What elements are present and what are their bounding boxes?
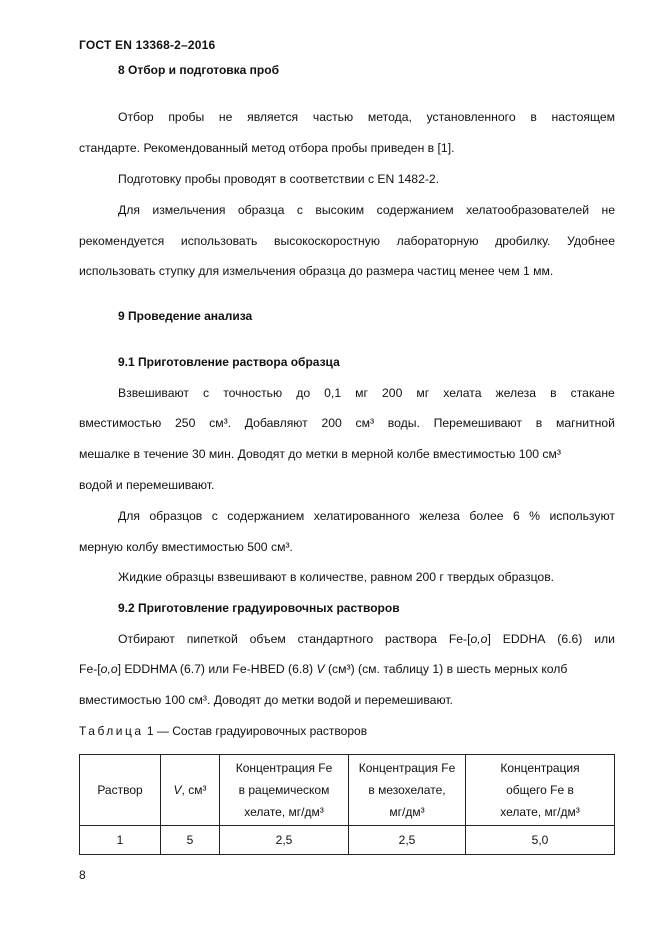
s92-p1-line3: вместимостью 100 см³. Доводят до метки водой и перемешивают. — [79, 693, 453, 707]
header-total: Концентрация общего Fe в хелате, мг/дм³ — [466, 755, 615, 826]
page-number: 8 — [79, 868, 86, 882]
word: Отбирают — [118, 632, 175, 646]
section-9-2-title: 9.2 Приготовление градуировочных растворов — [118, 601, 400, 615]
word: образца — [237, 203, 285, 217]
word: Добавляют — [244, 416, 308, 430]
word: рекомендуется — [79, 234, 165, 248]
header-racemic: Концентрация Fe в рацемическом хелате, мг/дм³ — [220, 755, 349, 826]
section-9-title: 9 Проведение анализа — [118, 309, 253, 323]
word: см³. — [209, 416, 232, 430]
word: железа — [419, 509, 460, 523]
s8-p3-line1 — [118, 203, 615, 217]
word: 250 — [175, 416, 196, 430]
word: использовать — [180, 234, 258, 248]
word: метода, — [367, 110, 412, 124]
s92-p1-line2: Fe-[o,o] EDDHMA (6.7) или Fe-HBED (6.8) V (см³) (см. таблицу 1) в шесть мерных колб — [79, 662, 568, 676]
section-8-title: 8 Отбор и подготовка проб — [118, 63, 280, 77]
word: не — [218, 110, 233, 124]
s8-p3-line2 — [79, 234, 615, 248]
cell-total: 5,0 — [466, 826, 615, 855]
header-solution: Раствор — [80, 755, 161, 826]
word: используют — [549, 509, 615, 523]
table-header-row — [80, 755, 615, 826]
header-volume: V, см³ — [161, 755, 220, 826]
s91-p2-line1 — [118, 509, 615, 523]
word: с — [211, 509, 218, 523]
word: с — [296, 203, 303, 217]
s91-p1-line1 — [118, 386, 615, 400]
word: EDDHA — [502, 632, 546, 646]
word: (6.6) — [557, 632, 583, 646]
word: более — [469, 509, 504, 523]
word: Для — [118, 509, 140, 523]
s8-p1-line2: стандарте. Рекомендованный метод отбора пробы приведен в [1]. — [79, 141, 455, 155]
word: настоящем — [551, 110, 615, 124]
word: до — [296, 386, 311, 400]
s91-p3: Жидкие образцы взвешивают в количестве, равном 200 г твердых образцов. — [118, 570, 555, 584]
word: не — [601, 203, 615, 217]
word: в — [535, 416, 543, 430]
word: пипеткой — [186, 632, 238, 646]
cell-volume: 5 — [161, 826, 220, 855]
word: 0,1 — [324, 386, 342, 400]
word: магнитной — [555, 416, 615, 430]
document-header: ГОСТ EN 13368-2–2016 — [79, 38, 216, 52]
word: вместимостью — [79, 416, 162, 430]
word: мг — [355, 386, 368, 400]
word: высоким — [315, 203, 365, 217]
s91-p1-line4: водой и перемешивают. — [79, 478, 215, 492]
word: лабораторную — [396, 234, 479, 248]
word: Удобнее — [567, 234, 615, 248]
s8-p2: Подготовку пробы проводят в соответствии с EN 1482-2. — [118, 172, 440, 186]
word: Взвешивают — [118, 386, 189, 400]
table-caption: Таблица 1 — Состав градуировочных растворов — [79, 724, 368, 738]
s92-p1-line1 — [118, 632, 615, 646]
word: точностью — [223, 386, 283, 400]
word: высокоскоростную — [273, 234, 381, 248]
word: содержанием — [376, 203, 454, 217]
word: является — [247, 110, 299, 124]
word: установленного — [426, 110, 516, 124]
word: 6 — [512, 509, 520, 523]
s8-p3-line3: использовать ступку для измельчения образца до размера частиц менее чем 1 мм. — [79, 264, 554, 278]
word: Перемешивают — [433, 416, 523, 430]
cell-racemic: 2,5 — [220, 826, 349, 855]
word: в — [530, 110, 537, 124]
word: мг — [416, 386, 430, 400]
word: пробы — [168, 110, 205, 124]
word: 200 — [321, 416, 342, 430]
header-meso: Концентрация Fe в мезохелате, мг/дм³ — [349, 755, 466, 826]
cell-meso: 2,5 — [349, 826, 466, 855]
word: стандартного — [297, 632, 374, 646]
word: дробилку. — [495, 234, 551, 248]
word: железа — [495, 386, 537, 400]
calibration-table — [79, 754, 615, 855]
word: частью — [312, 110, 354, 124]
word: Для — [118, 203, 140, 217]
word: образцов — [149, 509, 203, 523]
word: стакане — [570, 386, 615, 400]
word: хелата — [443, 386, 482, 400]
word: Отбор — [118, 110, 154, 124]
word: измельчения — [152, 203, 226, 217]
s8-p1-line1 — [118, 110, 615, 124]
s91-p1-line3: мешалке в течение 30 мин. Доводят до метки в мерной колбе вместимостью 100 см³ — [79, 447, 561, 461]
word: или — [594, 632, 615, 646]
word: 200 — [382, 386, 403, 400]
word: хелатированного — [313, 509, 410, 523]
word: раствора — [385, 632, 437, 646]
word: % — [529, 509, 541, 523]
word: хелатообразователей — [466, 203, 590, 217]
table-row — [80, 826, 615, 855]
s91-p2-line2: мерную колбу вместимостью 500 см³. — [79, 540, 293, 554]
word: воды. — [387, 416, 420, 430]
word: содержанием — [227, 509, 305, 523]
word: см³ — [355, 416, 375, 430]
word: Fe-[o,o] — [448, 632, 491, 646]
word: в — [550, 386, 557, 400]
s91-p1-line2 — [79, 416, 615, 430]
section-9-1-title: 9.1 Приготовление раствора образца — [118, 355, 340, 369]
word: объем — [249, 632, 286, 646]
cell-solution: 1 — [80, 826, 161, 855]
word: с — [203, 386, 210, 400]
